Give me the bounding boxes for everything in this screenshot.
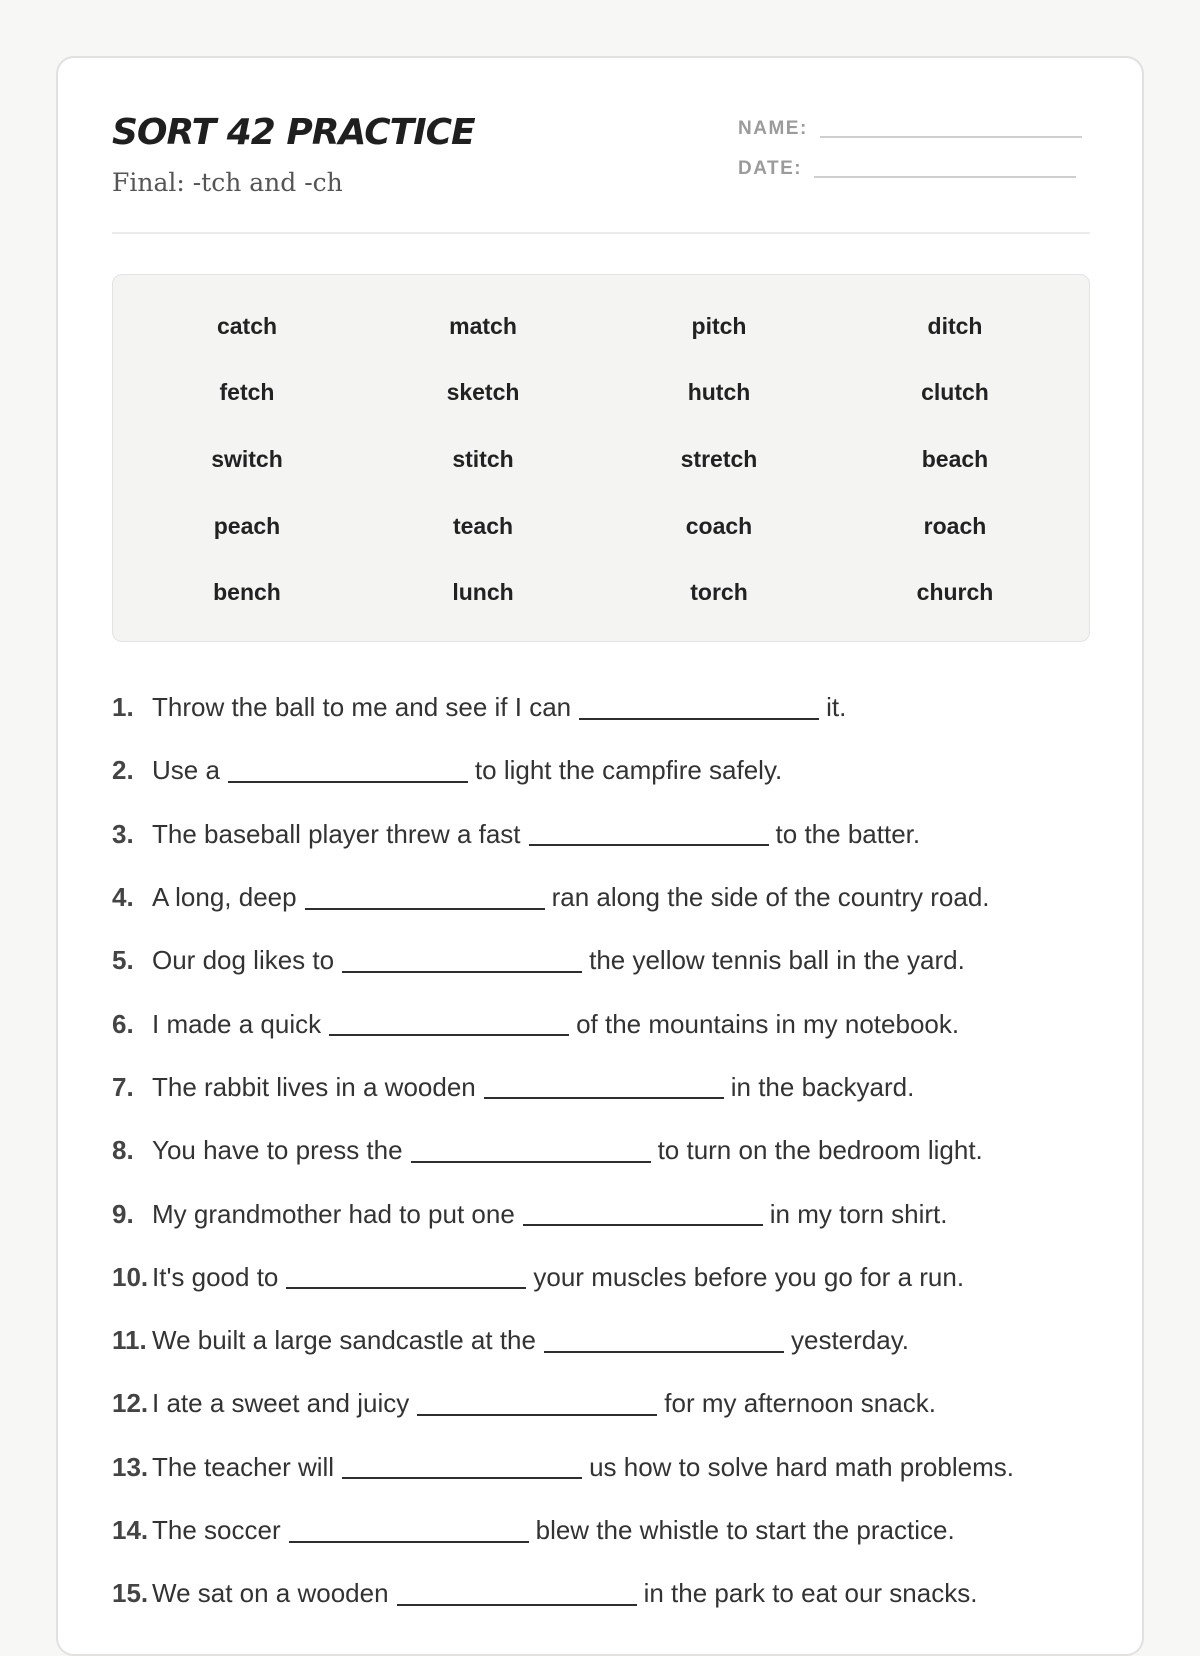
answer-blank[interactable] — [286, 1265, 526, 1289]
question-number: 13. — [112, 1451, 149, 1482]
word-bank-item: switch — [211, 445, 283, 472]
question-item — [112, 739, 1014, 802]
question-item — [112, 1499, 1014, 1562]
question-item — [112, 676, 1014, 739]
question-item — [112, 1562, 1014, 1625]
question-item — [112, 1119, 1014, 1182]
question-text-after: to light the campfire safely. — [474, 755, 783, 786]
answer-blank[interactable] — [289, 1519, 529, 1543]
question-number: 11. — [112, 1325, 147, 1356]
word-bank-item: peach — [213, 512, 281, 539]
question-text-after: the yellow tennis ball in the yard. — [589, 945, 965, 976]
answer-blank[interactable] — [544, 1329, 784, 1353]
question-text-after: to the batter. — [775, 818, 921, 849]
name-field — [738, 118, 1082, 140]
answer-blank[interactable] — [228, 759, 468, 783]
word-bank-item: catch — [216, 312, 278, 339]
answer-blank[interactable] — [397, 1582, 637, 1606]
question-text-after: in the backyard. — [730, 1071, 915, 1102]
word-bank-item: ditch — [927, 312, 983, 339]
question-text-after: ran along the side of the country road. — [551, 882, 990, 913]
question-number: 2. — [112, 755, 134, 786]
answer-blank[interactable] — [579, 696, 819, 720]
answer-blank[interactable] — [484, 1075, 724, 1099]
word-bank-item: beach — [921, 445, 989, 472]
word-bank-item: pitch — [691, 312, 747, 339]
answer-blank[interactable] — [305, 886, 545, 910]
question-list — [112, 676, 1014, 1625]
question-text-after: of the mountains in my notebook. — [576, 1008, 960, 1039]
word-bank — [112, 274, 1090, 642]
question-number: 4. — [112, 882, 134, 913]
question-number: 5. — [112, 945, 134, 976]
question-text-before: Throw the ball to me and see if I can — [152, 692, 572, 723]
question-number: 15. — [112, 1578, 149, 1609]
question-item — [112, 929, 1014, 992]
question-item — [112, 1056, 1014, 1119]
question-text-before: The teacher will — [152, 1451, 335, 1482]
word-bank-item: lunch — [452, 579, 514, 606]
word-bank-item: sketch — [446, 379, 520, 406]
question-number: 14. — [112, 1515, 149, 1545]
question-number: 9. — [112, 1198, 134, 1229]
date-label: DATE: — [738, 158, 803, 179]
word-bank-item: church — [916, 579, 994, 606]
answer-blank[interactable] — [417, 1392, 657, 1416]
question-number: 3. — [112, 818, 134, 849]
word-bank-item: bench — [213, 579, 281, 606]
word-bank-item: clutch — [921, 379, 989, 406]
question-text-before: My grandmother had to put one — [152, 1198, 515, 1229]
answer-blank[interactable] — [342, 949, 582, 973]
word-bank-item: coach — [685, 512, 753, 539]
word-bank-item: stretch — [680, 445, 758, 472]
question-item — [112, 1246, 1014, 1309]
question-text-before: We built a large sandcastle at the — [152, 1325, 536, 1356]
question-item — [112, 1309, 1014, 1372]
question-number: 8. — [112, 1135, 134, 1166]
question-text-after: blew the whistle to start the practice. — [535, 1515, 955, 1545]
page-title: SORT 42 PRACTICE — [112, 112, 475, 153]
question-number: 6. — [112, 1008, 134, 1039]
question-number: 10. — [112, 1261, 149, 1292]
question-item — [112, 1182, 1014, 1245]
answer-blank[interactable] — [523, 1202, 763, 1226]
question-item — [112, 1436, 1014, 1499]
answer-blank[interactable] — [411, 1139, 651, 1163]
question-number: 1. — [112, 692, 134, 723]
question-text-before: I made a quick — [152, 1008, 322, 1039]
question-text-before: It's good to — [152, 1261, 279, 1292]
name-input-line[interactable] — [820, 134, 1082, 138]
question-item — [112, 803, 1014, 866]
question-text-after: your muscles before you go for a run. — [533, 1261, 965, 1292]
name-label: NAME: — [738, 118, 808, 139]
word-bank-item: teach — [452, 512, 514, 539]
word-bank-item: fetch — [219, 379, 275, 406]
question-text-after: us how to solve hard math problems. — [589, 1451, 1014, 1482]
word-bank-item: stitch — [452, 445, 514, 472]
question-item — [112, 866, 1014, 929]
question-text-before: The rabbit lives in a wooden — [152, 1071, 476, 1102]
date-input-line[interactable] — [814, 174, 1076, 178]
worksheet-page — [56, 56, 1144, 1656]
question-text-after: in the park to eat our snacks. — [643, 1578, 978, 1609]
question-text-after: it. — [826, 692, 847, 723]
answer-blank[interactable] — [329, 1012, 569, 1036]
question-item — [112, 992, 1014, 1055]
question-text-before: Our dog likes to — [152, 945, 335, 976]
question-text-before: Use a — [152, 755, 220, 786]
word-bank-item: hutch — [687, 379, 751, 406]
header-divider — [112, 232, 1090, 234]
question-text-before: A long, deep — [152, 882, 297, 913]
question-text-after: in my torn shirt. — [769, 1198, 948, 1229]
word-bank-item: roach — [923, 512, 987, 539]
word-bank-item: torch — [690, 579, 748, 606]
question-item — [112, 1372, 1014, 1435]
date-field — [738, 158, 1076, 180]
question-text-before: The baseball player threw a fast — [152, 818, 521, 849]
answer-blank[interactable] — [342, 1455, 582, 1479]
question-text-after: for my afternoon snack. — [664, 1388, 936, 1419]
question-text-before: The soccer — [152, 1515, 281, 1545]
word-bank-grid — [129, 293, 1073, 626]
page-subtitle: Final: -tch and -ch — [112, 168, 343, 197]
question-text-after: to turn on the bedroom light. — [657, 1135, 983, 1166]
word-bank-item: match — [449, 312, 517, 339]
question-text-before: We sat on a wooden — [152, 1578, 389, 1609]
answer-blank[interactable] — [529, 822, 769, 846]
question-text-before: I ate a sweet and juicy — [152, 1388, 410, 1419]
question-number: 12. — [112, 1388, 149, 1419]
question-number: 7. — [112, 1071, 134, 1102]
question-text-before: You have to press the — [152, 1135, 403, 1166]
question-text-after: yesterday. — [790, 1325, 909, 1356]
